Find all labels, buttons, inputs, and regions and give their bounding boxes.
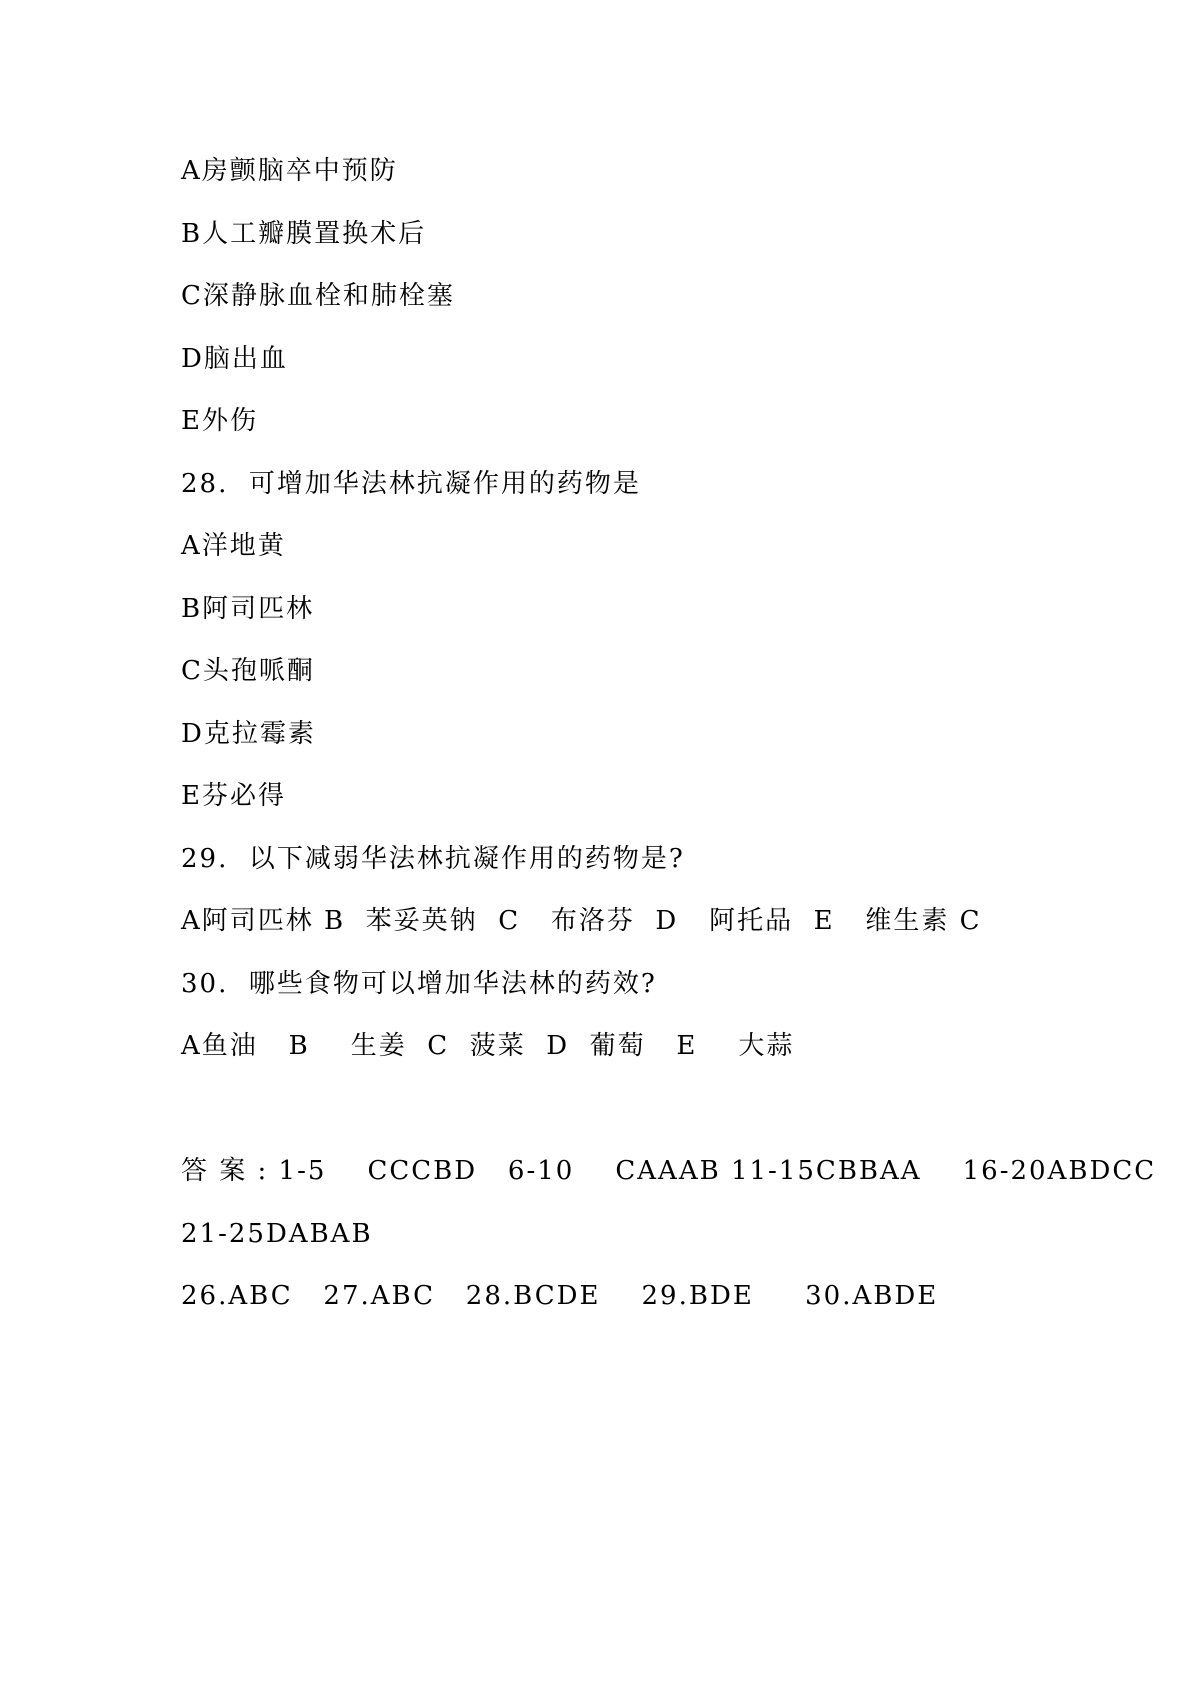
option-line: B阿司匹林 [181, 593, 315, 624]
option-line: D克拉霉素 [181, 718, 316, 749]
option-line: A房颤脑卒中预防 [181, 156, 398, 186]
question-30-options: A鱼油 B 生姜 C 菠菜 D 葡萄 E 大蒜 [181, 1031, 795, 1061]
option-line: C头孢哌酮 [181, 656, 315, 686]
option-line: B人工瓣膜置换术后 [181, 218, 427, 249]
answer-key-line-1: 答 案 : 1-5 CCCBD 6-10 CAAAB 11-15CBBAA 16-20ABDCC [181, 1156, 1157, 1186]
question-29-options: A阿司匹林 B 苯妥英钠 C 布洛芬 D 阿托品 E 维生素 C [181, 906, 982, 936]
option-line: E外伤 [181, 406, 258, 436]
question-28: 28. 可增加华法林抗凝作用的药物是 [181, 468, 641, 499]
option-line: D脑出血 [181, 343, 288, 374]
spacer [181, 1078, 1101, 1141]
option-line: C深静脉血栓和肺栓塞 [181, 281, 455, 311]
option-line: A洋地黄 [181, 531, 286, 561]
option-line: E芬必得 [181, 781, 286, 811]
answer-key-line-3: 26.ABC 27.ABC 28.BCDE 29.BDE 30.ABDE [181, 1281, 939, 1311]
question-29: 29. 以下减弱华法林抗凝作用的药物是? [181, 843, 685, 874]
answer-key-line-2: 21-25DABAB [181, 1218, 373, 1249]
question-30: 30. 哪些食物可以增加华法林的药效? [181, 968, 657, 999]
document-page [181, 140, 1157, 1328]
